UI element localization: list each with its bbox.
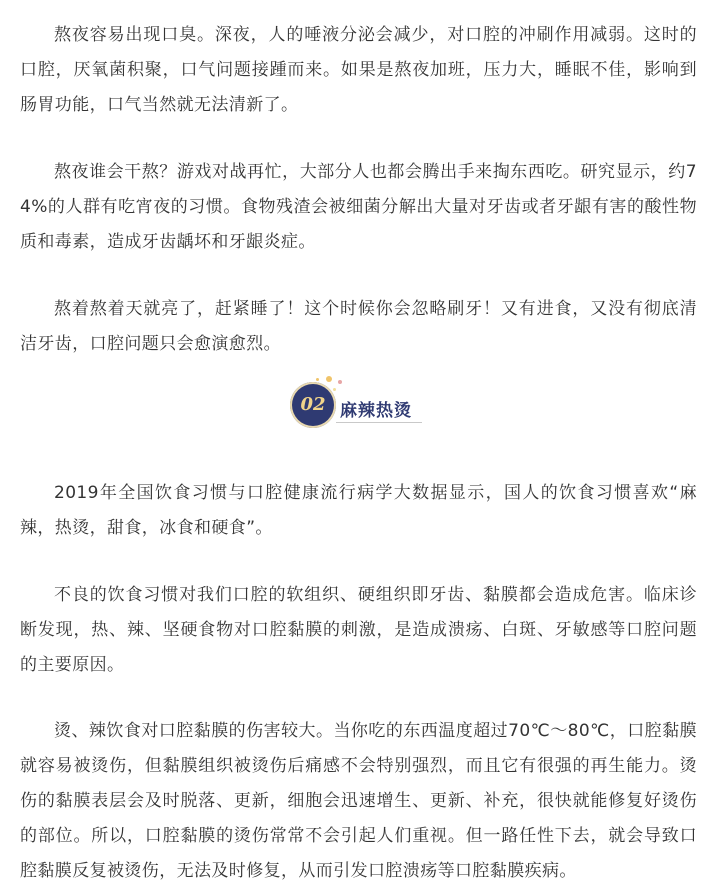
paragraph-late-night-bad-breath: 熬夜容易出现口臭。深夜，人的唾液分泌会减少，对口腔的冲刷作用减弱。这时的口腔，厌氧菌积聚，口气问题接踵而来。如果是熬夜加班，压力大，睡眠不佳，影响到肠胃功能，口气当然就无法清新了。 <box>20 25 697 115</box>
section-number: 02 <box>300 394 326 415</box>
paragraph-late-night-snacking: 熬夜谁会干熬？游戏对战再忙，大部分人也都会腾出手来掏东西吃。研究显示，约74%的人群有吃宵夜的习惯。食物残渣会被细菌分解出大量对牙齿或者牙龈有害的酸性物质和毒素，造成牙齿龋坏和牙龈炎症。 <box>20 162 697 252</box>
paragraph-diet-survey: 2019年全国饮食习惯与口腔健康流行病学大数据显示，国人的饮食习惯喜欢“麻辣，热烫，甜食，冰食和硬食”。 <box>20 483 697 538</box>
paragraph-bad-diet-harm: 不良的饮食习惯对我们口腔的软组织、硬组织即牙齿、黏膜都会造成危害。临床诊断发现，热、辣、坚硬食物对口腔黏膜的刺激，是造成溃疡、白斑、牙敏感等口腔问题的主要原因。 <box>20 585 697 675</box>
sparkle-dot-icon <box>338 380 342 384</box>
section-title-underline <box>336 422 422 423</box>
sparkle-dot-icon <box>316 378 319 381</box>
section-heading-badge <box>286 376 426 432</box>
section-title: 麻辣热烫 <box>340 401 412 421</box>
paragraph-skip-brushing: 熬着熬着天就亮了，赶紧睡了！这个时候你会忽略刷牙！又有进食，又没有彻底清洁牙齿，口腔问题只会愈演愈烈。 <box>20 299 697 354</box>
paragraph-hot-spicy-damage: 烫、辣饮食对口腔黏膜的伤害较大。当你吃的东西温度超过70℃～80℃，口腔黏膜就容易被烫伤，但黏膜组织被烫伤后痛感不会特别强烈，而且它有很强的再生能力。烫伤的黏膜表层会及时脱落、更新，细胞会迅速增生、更新、补充，很快就能修复好烫伤的部位。所以，口腔黏膜的烫伤常常不会引起人们重视。但一路任性下去，就会导致口腔黏膜反复被烫伤，无法及时修复，从而引发口腔溃疡等口腔黏膜疾病。 <box>20 721 697 881</box>
